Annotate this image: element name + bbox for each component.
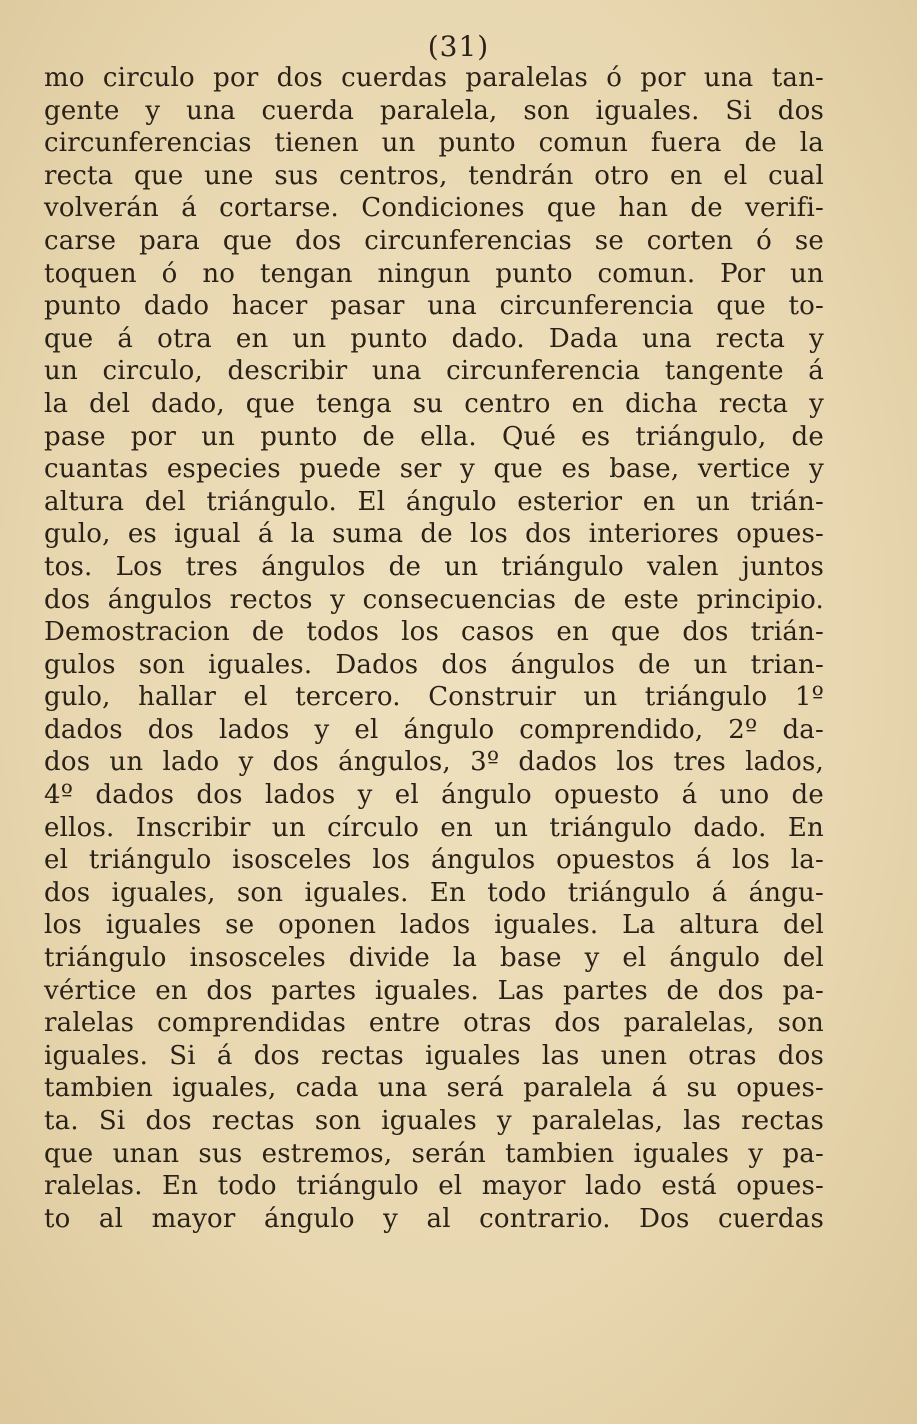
text-line: tambien iguales, cada una será paralela á su opues-: [44, 1073, 824, 1104]
text-line: toquen ó no tengan ningun punto comun. Por un: [44, 258, 824, 289]
text-line: punto dado hacer pasar una circunferencia que to-: [44, 291, 824, 322]
text-line: que á otra en un punto dado. Dada una recta y: [44, 323, 824, 354]
text-line: gulo, hallar el tercero. Construir un triángulo 1º: [44, 682, 824, 713]
text-line: pase por un punto de ella. Qué es triángulo, de: [44, 421, 824, 452]
text-line: recta que une sus centros, tendrán otro en el cual: [44, 160, 824, 191]
text-line: ralelas comprendidas entre otras dos paralelas, son: [44, 1008, 824, 1039]
text-line: vértice en dos partes iguales. Las partes de dos pa-: [44, 975, 824, 1006]
text-line: tos. Los tres ángulos de un triángulo valen juntos: [44, 551, 824, 582]
text-line: el triángulo isosceles los ángulos opuestos á los la-: [44, 845, 824, 876]
text-line: dos iguales, son iguales. En todo triángulo á ángu-: [44, 877, 824, 908]
text-line: to al mayor ángulo y al contrario. Dos cuerdas: [44, 1203, 824, 1234]
text-line: Demostracion de todos los casos en que dos trián-: [44, 617, 824, 648]
text-line: 4º dados dos lados y el ángulo opuesto á uno de: [44, 780, 824, 811]
text-line: gente y una cuerda paralela, son iguales. Si dos: [44, 95, 824, 126]
text-line: gulo, es igual á la suma de los dos interiores opues-: [44, 519, 824, 550]
text-line: volverán á cortarse. Condiciones que han de verifi-: [44, 193, 824, 224]
text-line: iguales. Si á dos rectas iguales las unen otras dos: [44, 1040, 824, 1071]
text-line: ta. Si dos rectas son iguales y paralelas, las rectas: [44, 1106, 824, 1136]
text-line: que unan sus estremos, serán tambien iguales y pa-: [44, 1138, 824, 1169]
text-line: cuantas especies puede ser y que es base, vertice y: [44, 454, 824, 485]
text-line: dos un lado y dos ángulos, 3º dados los tres lados,: [44, 747, 824, 778]
text-line: dos ángulos rectos y consecuencias de este principio.: [44, 584, 824, 615]
text-line: ellos. Inscribir un círculo en un triángulo dado. En: [44, 812, 824, 843]
page-number: (31): [427, 30, 490, 63]
body-text: [44, 62, 824, 1235]
text-line: gulos son iguales. Dados dos ángulos de un trian-: [44, 649, 824, 680]
text-line: circunferencias tienen un punto comun fuera de la: [44, 128, 824, 159]
text-line: los iguales se oponen lados iguales. La altura del: [44, 910, 824, 941]
text-line: ralelas. En todo triángulo el mayor lado está opues-: [44, 1171, 824, 1202]
text-line: altura del triángulo. El ángulo esterior en un trián-: [44, 486, 824, 517]
text-line: un circulo, describir una circunferencia tangente á: [44, 356, 824, 387]
text-line: mo circulo por dos cuerdas paralelas ó por una tan-: [44, 63, 824, 93]
text-line: carse para que dos circunferencias se corten ó se: [44, 225, 824, 256]
text-line: la del dado, que tenga su centro en dicha recta y: [44, 388, 824, 419]
text-line: triángulo insosceles divide la base y el ángulo del: [44, 943, 824, 974]
text-line: dados dos lados y el ángulo comprendido, 2º da-: [44, 714, 824, 745]
